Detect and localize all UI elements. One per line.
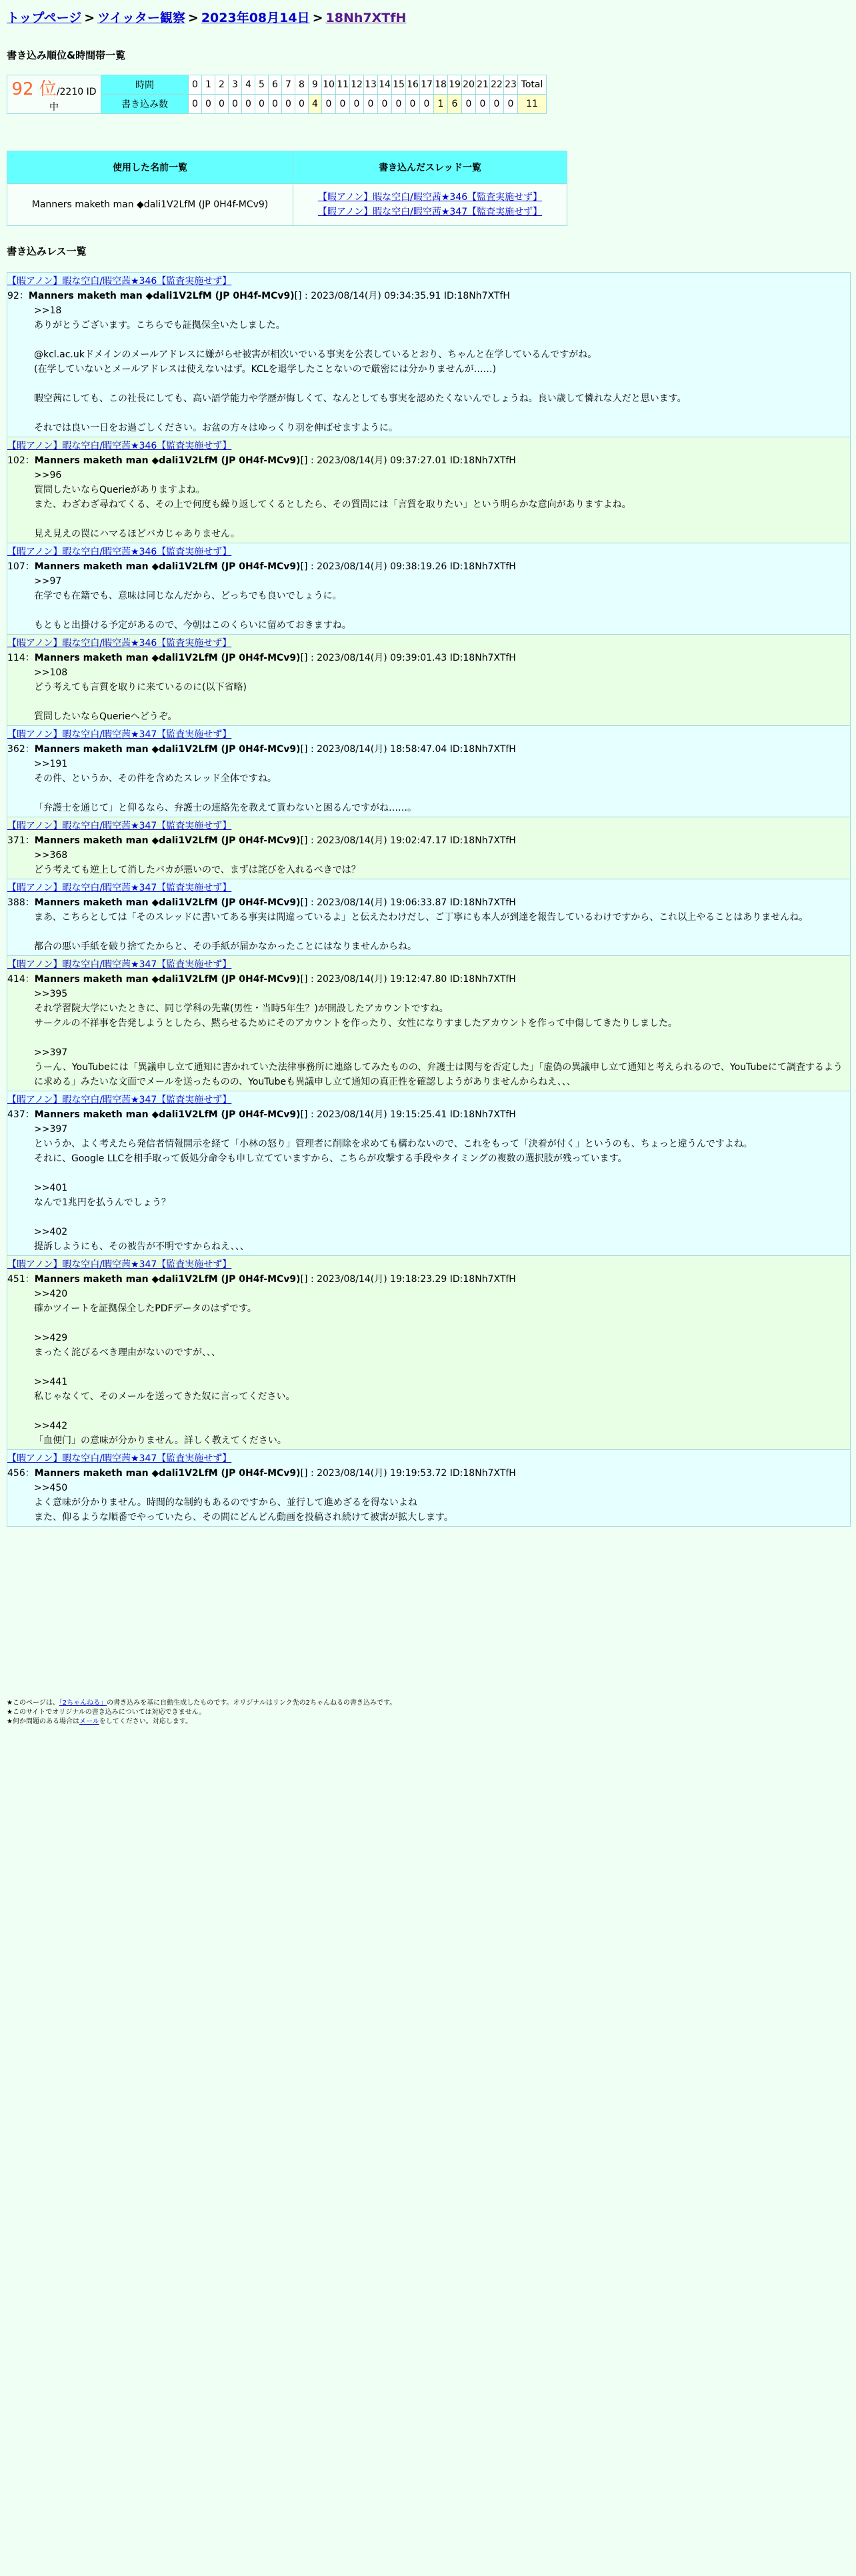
post-line: どう考えても逆上して消したバカが悪いので、まずは詫びを入れるべきでは？ <box>34 865 361 875</box>
post-meta: [] : 2023/08/14(月) 09:37:27.01 ID:18Nh7XTfH <box>300 455 516 466</box>
post-number: 92 <box>7 291 19 301</box>
post-blank-line <box>34 333 850 347</box>
names-threads-table <box>7 151 567 226</box>
post-number: 388 <box>7 897 25 908</box>
count-cell: 0 <box>269 95 282 114</box>
total-count-cell: 11 <box>518 95 547 114</box>
post-line: まあ、こちらとしては「そのスレッドに書いてある事実は間違っているよ」と伝えたわけだし、ご丁寧にも本人が到達を報告しているわけですから、これ以上やることはありませんね。 <box>34 912 809 923</box>
hour-cell: 7 <box>282 75 295 95</box>
post-meta: [] : 2023/08/14(月) 09:39:01.43 ID:18Nh7XTfH <box>300 653 516 663</box>
count-cell: 0 <box>462 95 476 114</box>
post-number-separator: ： <box>25 455 35 466</box>
post <box>7 956 851 1091</box>
count-cell: 0 <box>202 95 215 114</box>
post <box>7 726 851 817</box>
count-cell-highlight: 4 <box>309 95 322 114</box>
post <box>7 817 851 879</box>
post-number: 414 <box>7 974 25 985</box>
post <box>7 1256 851 1450</box>
post-meta: [] : 2023/08/14(月) 19:18:23.29 ID:18Nh7XTfH <box>300 1274 516 1285</box>
post-line: また、わざわざ尋ねてくる、その上で何度も繰り返してくるとしたら、その質問には「言質を取りたい」という明らかな意向がありますよね。 <box>34 499 631 510</box>
post-body <box>7 1481 850 1525</box>
post-number-separator: ： <box>19 291 29 301</box>
post-reply-anchor: >>108 <box>34 667 68 678</box>
thread-link[interactable]: 【暇アノン】暇な空白/暇空茜★347【監査実施せず】 <box>317 207 543 217</box>
rank-cell <box>7 75 101 114</box>
post <box>7 635 851 726</box>
post <box>7 437 851 543</box>
count-cell-highlight: 1 <box>434 95 448 114</box>
post-body <box>7 910 850 954</box>
hour-cell: 4 <box>242 75 255 95</box>
count-cell: 0 <box>255 95 269 114</box>
post <box>7 879 851 956</box>
count-cell: 0 <box>189 95 202 114</box>
post-line: どう考えても言質を取りに来ているのに(以下省略) <box>34 682 247 693</box>
post-number: 371 <box>7 835 25 846</box>
hour-cell: 20 <box>462 75 476 95</box>
post-reply-anchor: >>18 <box>34 305 62 316</box>
post-reply-anchor: >>191 <box>34 759 68 769</box>
post <box>7 543 851 635</box>
post-header <box>7 742 850 757</box>
post-line: というか、よく考えたら発信者情報開示を経て「小林の怒り」管理者に削除を求めても構わないので、これをもって「決着が付く」というのも、ちょっと違うんですよね。 <box>34 1139 753 1149</box>
post-author-name: Manners maketh man ◆dali1V2LfM (JP 0H4f-MCv9) <box>34 1468 301 1479</box>
hour-cell: 0 <box>189 75 202 95</box>
post-number-separator: ： <box>25 653 35 663</box>
post-body <box>7 757 850 815</box>
post-reply-anchor: >>395 <box>34 989 68 999</box>
footer-line: ★このサイトでオリジナルの書き込みについては対応できません。 <box>7 1709 206 1716</box>
hour-cell: 22 <box>490 75 504 95</box>
post-meta: [] : 2023/08/14(月) 19:02:47.17 ID:18Nh7XTfH <box>300 835 516 846</box>
hour-cell: 1 <box>202 75 215 95</box>
post-reply-anchor: >>97 <box>34 576 62 587</box>
post-line: もともと出掛ける予定があるので、今朝はこのくらいに留めておきますね。 <box>34 620 351 631</box>
breadcrumb-separator: > <box>187 11 199 25</box>
count-cell: 0 <box>364 95 378 114</box>
rank-total: /2210 ID中 <box>49 87 97 113</box>
thread-link[interactable]: 【暇アノン】暇な空白/暇空茜★346【監査実施せず】 <box>317 192 543 203</box>
count-cell: 0 <box>215 95 229 114</box>
hour-cell: 13 <box>364 75 378 95</box>
posts-list <box>7 272 851 1527</box>
ranking-table <box>7 75 547 114</box>
post-reply-anchor: >>96 <box>34 470 62 481</box>
count-cell: 0 <box>322 95 336 114</box>
post-number: 107 <box>7 561 25 572</box>
hour-cell: 16 <box>406 75 420 95</box>
count-cell: 0 <box>282 95 295 114</box>
post-blank-line <box>34 1166 850 1181</box>
post-author-name: Manners maketh man ◆dali1V2LfM (JP 0H4f-MCv9) <box>34 1109 301 1120</box>
hour-cell: 11 <box>336 75 350 95</box>
posts-heading: 書き込みレス一覧 <box>7 245 87 257</box>
breadcrumb <box>7 8 849 27</box>
post-thread-link[interactable]: 【暇アノン】暇な空白/暇空茜★347【監査実施せず】 <box>7 883 232 893</box>
hour-cell: 21 <box>476 75 490 95</box>
footer-mail-link[interactable]: メール <box>79 1718 99 1725</box>
post-header <box>7 833 850 848</box>
post-thread-link[interactable]: 【暇アノン】暇な空白/暇空茜★347【監査実施せず】 <box>7 729 232 740</box>
count-cell: 0 <box>420 95 434 114</box>
breadcrumb-date-link[interactable]: 2023年08月14日 <box>201 11 310 25</box>
hour-cell: 23 <box>504 75 518 95</box>
post-body <box>7 848 850 877</box>
post-number-separator: ： <box>25 561 35 572</box>
post-line: (在学していないとメールアドレスは使えないはず。KCLを退学したことないので厳密には分かりませんが……) <box>34 364 497 375</box>
post-header <box>7 651 850 665</box>
rank-number: 92 位 <box>11 79 57 99</box>
count-cell: 0 <box>336 95 350 114</box>
post-line: それでは良い一日をお過ごしください。お盆の方々はゆっくり羽を伸ばせますように。 <box>34 423 398 433</box>
post-author-name: Manners maketh man ◆dali1V2LfM (JP 0H4f-MCv9) <box>34 974 301 985</box>
footer-text: ★このページは、 <box>7 1699 59 1707</box>
post-author-name: Manners maketh man ◆dali1V2LfM (JP 0H4f-MCv9) <box>34 1274 301 1285</box>
post-blank-line <box>34 377 850 391</box>
hour-cell: 9 <box>309 75 322 95</box>
post-line: 質問したいならQuerieがありますよね。 <box>34 485 205 495</box>
post-number: 114 <box>7 653 25 663</box>
total-header-cell: Total <box>518 75 547 95</box>
post-meta: [] : 2023/08/14(月) 19:19:53.72 ID:18Nh7XTfH <box>300 1468 516 1479</box>
post-blank-line <box>34 1316 850 1331</box>
count-cell: 0 <box>476 95 490 114</box>
post-line: 在学でも在籍でも、意味は同じなんだから、どっちでも良いでしょうに。 <box>34 591 342 601</box>
post-author-name: Manners maketh man ◆dali1V2LfM (JP 0H4f-MCv9) <box>28 291 295 301</box>
post-thread-link[interactable]: 【暇アノン】暇な空白/暇空茜★346【監査実施せず】 <box>7 441 232 451</box>
post-line: 質問したいならQuerieへどうぞ。 <box>34 711 177 722</box>
post-number: 102 <box>7 455 25 466</box>
post-number: 451 <box>7 1274 25 1285</box>
footer-2ch-link[interactable]: 「2ちゃんねる」 <box>59 1699 107 1707</box>
post-reply-anchor: >>397 <box>34 1124 68 1135</box>
post-line: @kcl.ac.ukドメインのメールアドレスに嫌がらせ被害が相次いでいる事実を公表しているとおり、ちゃんと在学しているんですがね。 <box>34 349 597 360</box>
count-cell: 0 <box>504 95 518 114</box>
hour-cell: 2 <box>215 75 229 95</box>
post-thread-link[interactable]: 【暇アノン】暇な空白/暇空茜★347【監査実施せず】 <box>7 1259 232 1270</box>
post-reply-anchor: >>429 <box>34 1333 68 1343</box>
post-line: 「血便门」の意味が分かりません。詳しく教えてください。 <box>34 1435 287 1446</box>
post-line: その件、というか、その件を含めたスレッド全体ですね。 <box>34 773 277 784</box>
post-line: 「弁護士を通じて」と仰るなら、弁護士の連絡先を教えて貰わないと困るんですがね……。 <box>34 803 417 813</box>
post-reply-anchor: >>401 <box>34 1183 68 1193</box>
post-header <box>7 289 850 303</box>
post-blank-line <box>34 1360 850 1375</box>
hour-cell: 12 <box>350 75 364 95</box>
post-line: 都合の悪い手紙を破り捨てたからと、その手紙が届かなかったことにはなりませんからね。 <box>34 941 417 952</box>
breadcrumb-user-link[interactable]: 18Nh7XTfH <box>325 11 407 25</box>
post-header <box>7 559 850 574</box>
breadcrumb-separator: > <box>312 11 323 25</box>
post-line: それ学習院大学にいたときに、同じ学科の先輩(男性・当時5年生？)が開設したアカウントですね。 <box>34 1003 449 1014</box>
post-line: それに、Google LLCを相手取って仮処分命令も申し立てていますから、こちらが攻撃する手段やタイミングの複数の選択肢が残っています。 <box>34 1153 627 1164</box>
hours-row-label: 時間 <box>101 75 189 95</box>
count-cell: 0 <box>295 95 309 114</box>
post-meta: [] : 2023/08/14(月) 19:06:33.87 ID:18Nh7XTfH <box>300 897 516 908</box>
footer <box>7 1699 396 1727</box>
post-thread-link[interactable]: 【暇アノン】暇な空白/暇空茜★347【監査実施せず】 <box>7 1453 232 1464</box>
count-cell: 0 <box>490 95 504 114</box>
hour-cell: 17 <box>420 75 434 95</box>
post-meta: [] : 2023/08/14(月) 09:38:19.26 ID:18Nh7XTfH <box>300 561 516 572</box>
post-line: なんで1兆円を払うんでしょう？ <box>34 1197 171 1208</box>
post-blank-line <box>34 1404 850 1419</box>
post-meta: [] : 2023/08/14(月) 19:15:25.41 ID:18Nh7XTfH <box>300 1109 516 1120</box>
count-cell-highlight: 6 <box>448 95 462 114</box>
post-author-name: Manners maketh man ◆dali1V2LfM (JP 0H4f-MCv9) <box>34 744 301 755</box>
count-cell: 0 <box>229 95 242 114</box>
footer-line <box>7 1699 396 1708</box>
post-thread-link[interactable]: 【暇アノン】暇な空白/暇空茜★346【監査実施せず】 <box>7 276 232 287</box>
post-header <box>7 453 850 468</box>
post-number: 437 <box>7 1109 25 1120</box>
post-line: まったく詫びるべき理由がないのですが、、、 <box>34 1347 221 1358</box>
count-cell: 0 <box>406 95 420 114</box>
post-blank-line <box>34 786 850 801</box>
post-line: 私じゃなくて、そのメールを送ってきた奴に言ってください。 <box>34 1391 295 1402</box>
post-author-name: Manners maketh man ◆dali1V2LfM (JP 0H4f-MCv9) <box>34 455 301 466</box>
post <box>7 1450 851 1527</box>
hour-cell: 15 <box>392 75 406 95</box>
post-header <box>7 1272 850 1287</box>
hour-cell: 19 <box>448 75 462 95</box>
footer-line <box>7 1717 396 1727</box>
post-body <box>7 1122 850 1254</box>
post-meta: [] : 2023/08/14(月) 18:58:47.04 ID:18Nh7XTfH <box>300 744 516 755</box>
hour-cell: 3 <box>229 75 242 95</box>
post-line: よく意味が分かりません。時間的な制約もあるのですから、並行して進めざるを得ないよね <box>34 1497 417 1508</box>
post-meta: [] : 2023/08/14(月) 19:12:47.80 ID:18Nh7XTfH <box>300 974 516 985</box>
post-reply-anchor: >>420 <box>34 1289 68 1299</box>
footer-text: の書き込みを基に自動生成したものです。オリジナルはリンク先の2ちゃんねるの書き込みです。 <box>107 1699 397 1707</box>
post-number-separator: ： <box>25 1468 35 1479</box>
post-thread-link[interactable]: 【暇アノン】暇な空白/暇空茜★347【監査実施せず】 <box>7 821 232 831</box>
post-line: 見え見えの罠にハマるほどバカじゃありません。 <box>34 529 240 539</box>
post-author-name: Manners maketh man ◆dali1V2LfM (JP 0H4f-MCv9) <box>34 561 301 572</box>
post-reply-anchor: >>442 <box>34 1421 68 1431</box>
post <box>7 1091 851 1256</box>
thread-list <box>293 184 567 226</box>
hour-cell: 18 <box>434 75 448 95</box>
post-number-separator: ： <box>25 1274 35 1285</box>
post-number-separator: ： <box>25 835 35 846</box>
footer-text: ★何か問題のある場合は <box>7 1718 79 1725</box>
count-cell: 0 <box>392 95 406 114</box>
post-blank-line <box>34 406 850 421</box>
hour-cell: 6 <box>269 75 282 95</box>
post-reply-anchor: >>402 <box>34 1227 68 1237</box>
post-body <box>7 574 850 633</box>
post-blank-line <box>34 1031 850 1045</box>
post-thread-link[interactable]: 【暇アノン】暇な空白/暇空茜★347【監査実施せず】 <box>7 959 232 970</box>
post-line: 確かツイートを証拠保全したPDFデータのはずです。 <box>34 1303 257 1314</box>
post-blank-line <box>34 1210 850 1225</box>
post-line: また、仰るような順番でやっていたら、その間にどんどん動画を投稿され続けて被害が拡大します。 <box>34 1512 453 1523</box>
post-line: 提訴しようにも、その被告が不明ですからねえ、、、 <box>34 1241 249 1252</box>
post-number-separator: ： <box>25 744 35 755</box>
post-blank-line <box>34 925 850 939</box>
hour-cell: 5 <box>255 75 269 95</box>
post-thread-link[interactable]: 【暇アノン】暇な空白/暇空茜★346【監査実施せず】 <box>7 638 232 649</box>
count-cell: 0 <box>350 95 364 114</box>
post-reply-anchor: >>397 <box>34 1047 68 1058</box>
ranking-heading: 書き込み順位&時間帯一覧 <box>7 49 126 61</box>
count-cell: 0 <box>242 95 255 114</box>
post-reply-anchor: >>441 <box>34 1377 68 1387</box>
post-header <box>7 1466 850 1481</box>
threads-column-header: 書き込んだスレッド一覧 <box>293 151 567 184</box>
post-blank-line <box>34 512 850 527</box>
post-author-name: Manners maketh man ◆dali1V2LfM (JP 0H4f-MCv9) <box>34 897 301 908</box>
post-reply-anchor: >>368 <box>34 850 68 861</box>
post-number-separator: ： <box>25 897 35 908</box>
post-header <box>7 972 850 987</box>
breadcrumb-section-link[interactable]: ツイッター観察 <box>97 11 185 25</box>
post-blank-line <box>34 695 850 709</box>
post-body <box>7 1287 850 1448</box>
post-number: 456 <box>7 1468 25 1479</box>
hour-cell: 14 <box>378 75 392 95</box>
post-header <box>7 1107 850 1122</box>
post-thread-link[interactable]: 【暇アノン】暇な空白/暇空茜★347【監査実施せず】 <box>7 1095 232 1105</box>
used-name: Manners maketh man ◆dali1V2LfM (JP 0H4f-MCv9) <box>7 184 293 226</box>
counts-row-label: 書き込み数 <box>101 95 189 114</box>
breadcrumb-home-link[interactable]: トップページ <box>7 11 82 25</box>
footer-text: をしてください。対応します。 <box>99 1718 192 1725</box>
post-line: サークルの不祥事を告発しようとしたら、黙らせるためにそのアカウントを作ったり、女性になりすましたアカウントを作って中傷してきたりしました。 <box>34 1018 677 1029</box>
post-number: 362 <box>7 744 25 755</box>
post-reply-anchor: >>450 <box>34 1483 68 1493</box>
post-author-name: Manners maketh man ◆dali1V2LfM (JP 0H4f-MCv9) <box>34 653 301 663</box>
post-body <box>7 665 850 724</box>
post-meta: [] : 2023/08/14(月) 09:34:35.91 ID:18Nh7XTfH <box>294 291 510 301</box>
post-number-separator: ： <box>25 1109 35 1120</box>
hour-cell: 8 <box>295 75 309 95</box>
count-cell: 0 <box>378 95 392 114</box>
post-line: ありがとうございます。こちらでも証拠保全いたしました。 <box>34 320 285 331</box>
post-body <box>7 468 850 541</box>
post-author-name: Manners maketh man ◆dali1V2LfM (JP 0H4f-MCv9) <box>34 835 301 846</box>
post-body <box>7 987 850 1089</box>
post <box>7 272 851 437</box>
post-line: 暇空茜にしても、この社長にしても、高い語学能力や学歴が悔しくて、なんとしても事実を認めたくないんでしょうね。良い歳して憐れな人だと思います。 <box>34 393 687 404</box>
post-body <box>7 303 850 435</box>
post-line: うーん、YouTubeには「異議申し立て通知に書かれていた法律事務所に連絡してみたものの、弁護士は関与を否定した」「虚偽の異議申し立て通知と考えられるので、YouTubeにて調査するように求める」みたいな文面でメールを送ったものの、YouTubeも異議申し立て通知の真正性を確認しようがありませんからねえ、、、 <box>34 1062 843 1087</box>
breadcrumb-separator: > <box>84 11 95 25</box>
post-header <box>7 895 850 910</box>
post-blank-line <box>34 603 850 618</box>
post-number-separator: ： <box>25 974 35 985</box>
hour-cell: 10 <box>322 75 336 95</box>
names-column-header: 使用した名前一覧 <box>7 151 293 184</box>
post-thread-link[interactable]: 【暇アノン】暇な空白/暇空茜★346【監査実施せず】 <box>7 547 232 557</box>
